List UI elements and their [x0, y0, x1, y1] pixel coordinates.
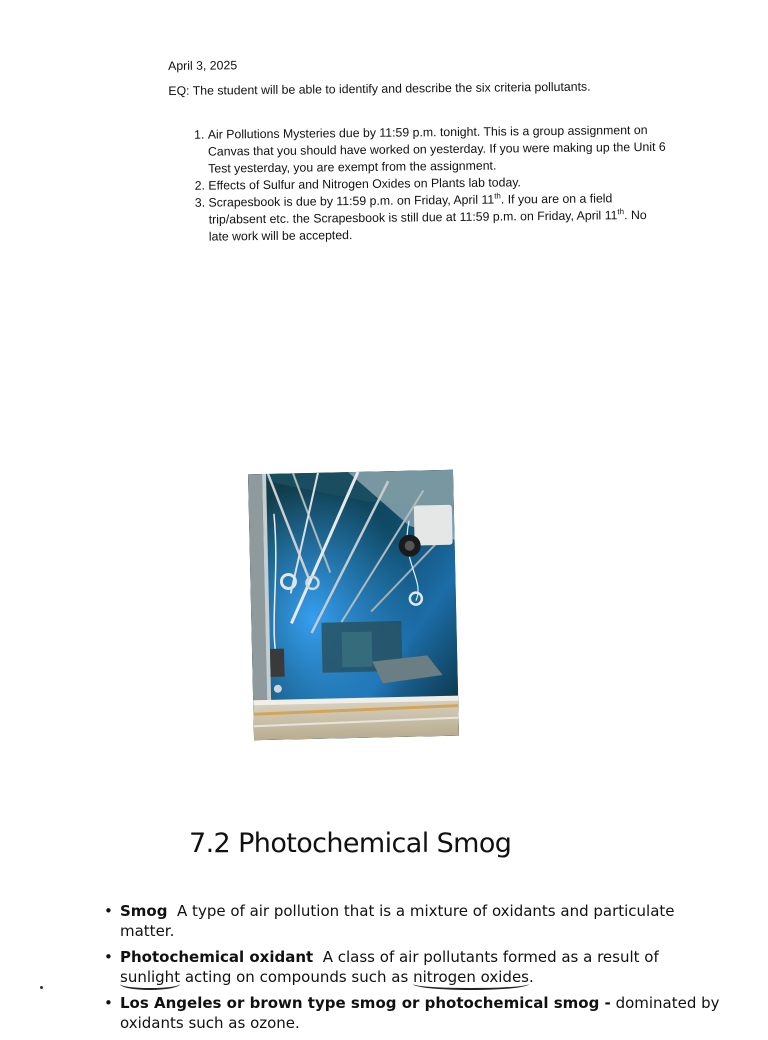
agenda-item-3-part1: Scrapesbook is due by 11:59 p.m. on Friday, April 11: [208, 192, 495, 210]
definition-po-part2: acting on compounds such as: [180, 967, 414, 986]
term-photochemical-oxidant: Photochemical oxidant: [120, 948, 314, 966]
section-title: 7.2 Photochemical Smog: [189, 828, 512, 859]
agenda-item-2: 2. Effects of Sulfur and Nitrogen Oxides on Plants lab today.: [208, 173, 669, 195]
definition-smog-text: A type of air pollution that is a mixture of oxidants and particulate matter.: [120, 902, 675, 940]
lab-chamber-photo: [248, 470, 459, 741]
definition-la-smog: [103, 994, 723, 1033]
underlined-nitrogen-oxides: nitrogen oxides: [413, 967, 529, 986]
agenda-item-3-sup1: th: [494, 191, 501, 201]
definition-po-part3: .: [528, 967, 534, 986]
agenda-item-3: [208, 190, 670, 246]
definition-photochemical-oxidant: [103, 948, 723, 987]
definition-smog: [103, 902, 723, 941]
definition-po-part1: A class of air pollutants formed as a result of: [322, 948, 659, 966]
term-la-smog: Los Angeles or brown type smog or photochemical smog -: [120, 994, 611, 1012]
agenda-block: [168, 53, 670, 246]
underlined-sunlight: sunlight: [120, 967, 181, 986]
term-smog: Smog: [120, 902, 168, 920]
agenda-item-3-part2: . If you are on a field trip/absent etc. the Scrapesbook is still due at 11:59 p.m. on Friday, April 11: [208, 191, 618, 227]
essential-question: EQ: The student will be able to identify and describe the six criteria pollutants.: [168, 79, 591, 98]
agenda-item-1: 1. Air Pollutions Mysteries due by 11:59 p.m. tonight. This is a group assignment on Canvas that you should have worked on yesterday. If you were making up the Unit 6 Test yesterday, you are exempt from the assignment.: [208, 122, 670, 178]
agenda-item-3-part3: . No late work will be accepted.: [208, 207, 647, 244]
agenda-list: [169, 122, 670, 246]
definition-la-smog-text: dominated by oxidants such as ozone.: [120, 994, 720, 1032]
agenda-item-3-sup2: th: [617, 207, 625, 217]
stray-mark: [40, 986, 43, 989]
definition-list: [103, 902, 723, 1040]
agenda-date: April 3, 2025: [168, 58, 238, 73]
lab-photo-graphic: [248, 470, 459, 741]
